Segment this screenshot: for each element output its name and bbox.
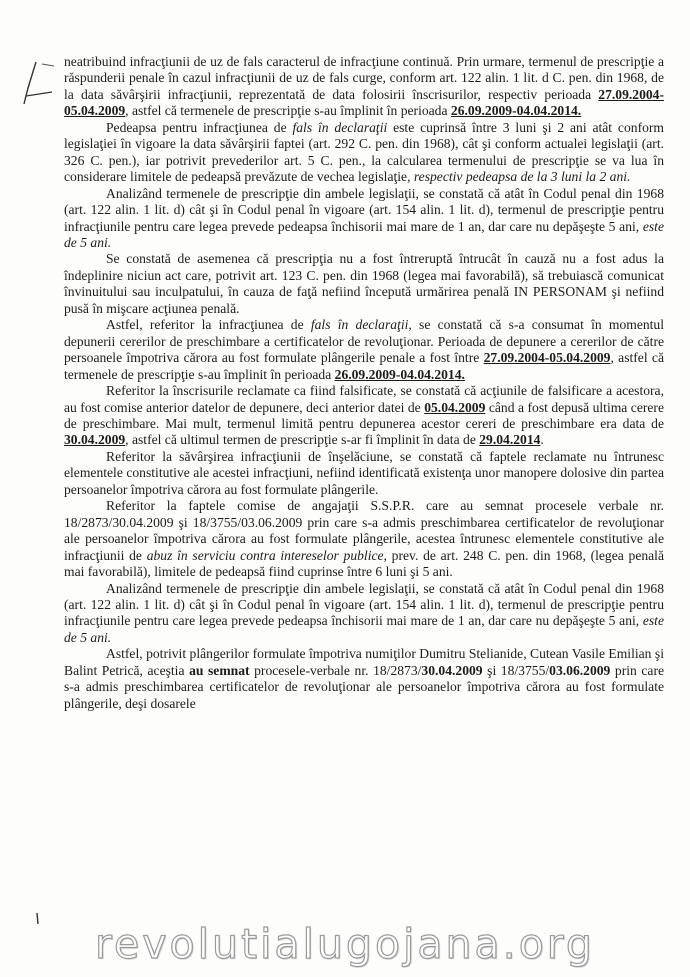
text: Referitor la faptele comise de angajaţii S.S.P.R. care au semnat procesele verbale nr. 18/2873/30.04.2009 şi 18/3755/03.06.2009 prin care s-a admis preschimbarea certificatelor de revoluţionar ale persoanelor împotriva cărora au fost formulate plângerile, acestea întrunesc elementele constitutive ale infracţiunii de (64, 498, 664, 563)
paragraph-10 (64, 646, 664, 712)
text: prin care s-a admis preschimbarea certificatelor de revoluţionar ale persoanelor împotriva cărora au fost formulate plângerile, deşi dosarele (64, 662, 664, 711)
text: . (540, 432, 544, 448)
text: Analizând termenele de prescripţie din ambele legislaţii, se constată că atât în Codul penal din 1968 (art. 122 alin. 1 lit. d) cât şi în Codul penal în vigoare (art. 154 alin. 1 lit. d), termenul de prescripţie pentru infracţiunile pentru care legea prevede pedeapsa închisorii mai mare de 1 an, dar care nu depăşeşte 5 ani, (64, 185, 664, 234)
italic-term: este de 5 ani. (64, 218, 664, 250)
italic-term: respectiv pedeapsa de la 3 luni la 2 ani. (413, 169, 631, 185)
watermark: revolutialugojana.org (95, 920, 595, 968)
text: , astfel că ultimul termen de prescripţie s-ar fi împlinit în data de (125, 432, 480, 448)
text: , se constată că s-a consumat în momentul depunerii cererilor de preschimbare a certificatelor de revoluţionar. Perioada de depunere a cererilor de către persoanele împotriva cărora au fost formulate plângerile penale a fost între (64, 317, 665, 366)
italic-term: abuz în serviciu contra intereselor publice, (146, 547, 387, 563)
text: procesele-verbale nr. 18/2873/ (249, 662, 422, 678)
paragraph-6 (64, 383, 664, 449)
paragraph-9 (64, 581, 664, 647)
paragraph-2 (64, 120, 664, 186)
date: 29.04.2014 (479, 432, 541, 448)
date-range: 27.09.2004-05.04.2009 (64, 86, 664, 119)
date: 05.04.2009 (424, 399, 486, 415)
text: Analizând termenele de prescripţie din ambele legislaţii, se constată că atât în Codul penal din 1968 (art. 122 alin. 1 lit. d) cât şi în Codul penal în vigoare (art. 154 alin. 1 lit. d), termenul de prescripţie pentru infracţiunile pentru care legea prevede pedeapsa închisorii mai mare de 1 an, dar care nu depăşeşte 5 ani, (64, 580, 664, 629)
text: neatribuind infracţiunii de uz de fals caracterul de infracţiune continuă. Prin urmare, termenul de prescripţie a răspunderii penale în cazul infracţiunii de uz de fals curge, conform art. 122 alin. 1 lit. d C. pen. din 1968, de la data săvârşirii infracţiunii, reprezentată de data folosirii înscrisurilor, respectiv perioada (64, 54, 664, 102)
text: , astfel că termenele de prescripţie s-au împlinit în perioada (64, 350, 664, 382)
date: 03.06.2009 (549, 662, 611, 678)
italic-term: fals în declaraţii (310, 317, 409, 333)
text: prev. de art. 248 C. pen. din 1968, (legea penală mai favorabilă), limitele de pedeapsă fiind cuprinse între 6 luni şi 5 ani. (64, 547, 664, 580)
text: , astfel că termenele de prescripţie s-au împlinit în perioada (125, 103, 451, 119)
paragraph-7 (64, 449, 664, 498)
paragraph-4 (64, 251, 664, 317)
text: Astfel, referitor la infracţiunea de (106, 317, 311, 333)
paragraph-3 (64, 186, 664, 252)
date: 30.04.2009 (421, 662, 483, 678)
text: Referitor la înscrisurile reclamate ca fiind falsificate, se constată că acţiunile de falsificare a acestora, au fost comise anterior datelor de depunere, deci anterior datei de (64, 383, 664, 415)
date-range: 27.09.2004-05.04.2009 (483, 350, 611, 366)
text: şi 18/3755/ (482, 662, 550, 678)
text: Referitor la săvârşirea infracţiunii de înşelăciune, se constată că faptele reclamate nu întrunesc elementele constitutive ale acestei infracţiuni, nefiind identificată existenţa unor manopere dolosive din partea persoanelor împotriva cărora au fost formulate plângerile. (64, 448, 664, 497)
date-range: 26.09.2009-04.04.2014. (450, 103, 582, 119)
italic-term: fals în declaraţii (292, 119, 388, 135)
date: 30.04.2009 (64, 432, 126, 448)
text: este cuprinsă între 3 luni şi 2 ani atât conform legislaţiei în vigoare la data săvârşirii faptei (art. 292 C. pen. din 1968), cât şi conform actualei legislaţii (art. 326 C. pen.), iar potrivit prevederilor art. 5 C. pen., la calcularea termenului de prescripţie se va lua în considerare limitele de pedeapsă prevăzute de vechea legislaţie, (64, 119, 664, 185)
text: Se constată de asemenea că prescripţia nu a fost întreruptă întrucât în cauză nu a fost adus la îndeplinire niciun act care, potrivit art. 123 C. pen. din 1968 (legea mai favorabilă), să trebuiască comunicat învinuitului sau inculpatului, în cauza de faţă nefiind începută urmărirea penală IN PERSONAM şi nefiind pusă în mişcare acţiunea penală. (64, 251, 664, 316)
text: când a fost depusă ultima cerere de preschimbare. Mai mult, termenul limită pentru depunerea acestor cereri de preschimbare era data de (64, 399, 664, 431)
date-range: 26.09.2009-04.04.2014. (334, 366, 465, 382)
handwritten-margin-mark-icon (22, 58, 58, 118)
paragraph-5 (64, 317, 664, 383)
document-body (64, 54, 664, 712)
text: Astfel, potrivit plângerilor formulate împotriva numiţilor Dumitru Stelianide, Cutean Vasile Emilian şi Balint Petrică, aceştia (64, 646, 664, 678)
text: Pedeapsa pentru infracţiunea de (106, 119, 293, 135)
paragraph-1 (64, 54, 664, 120)
bold-term: au semnat (189, 662, 250, 678)
italic-term: este de 5 ani. (64, 613, 664, 645)
paragraph-8 (64, 498, 664, 580)
